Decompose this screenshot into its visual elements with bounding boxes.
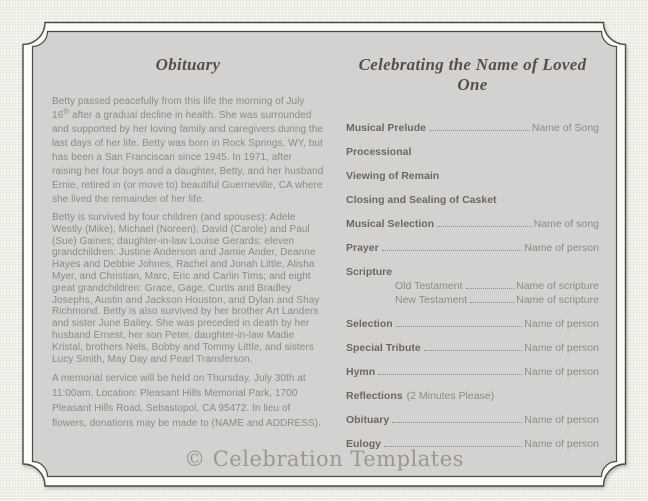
program-item-value: Name of Song [531,122,599,134]
program-item-row [346,342,599,355]
obituary-heading: Obituary [155,55,221,74]
program-item-label: New Testament [395,294,468,306]
program-item-label: Old Testament [395,280,463,292]
obituary-paragraph-1 [52,95,324,207]
program-subitem-row [346,280,599,293]
program-item-row [346,414,599,427]
program-item-label: Special Tribute [346,342,421,354]
dotted-leader [429,130,530,131]
program-item [346,170,599,183]
program-item-label: Viewing of Remain [346,170,440,182]
program-item [346,390,599,403]
dotted-leader [437,226,532,227]
program-item-label: Hymn [346,366,376,378]
obituary-column [52,55,324,432]
program-item-value: Name of person [524,366,599,378]
program-item-value: Name of person [524,242,599,254]
program-item-label: Processional [346,146,412,158]
program-item [346,318,599,331]
program-item-row [346,122,599,135]
program-item [346,194,599,207]
program-item-label: Eulogy [346,438,382,450]
program-item-label: Musical Prelude [346,122,426,134]
obituary-paragraph-1-continued: after a gradual decline in health. She was surrounded and supported by her loving family and caregivers during the last days of her life. Betty was born in Rock Springs, WY, but has been a San Franciscan since 1945. In 1971, after raising her four boys and a daughter, Betty, and her husband Ernie, retired in (or move to) beautiful Guerneville, CA where she lived the remainder of her life. [52,110,324,205]
program-item-label: Scripture [346,266,393,278]
program-item-row [346,146,599,159]
obituary-paragraph-3: A memorial service will be held on Thursday, July 30th at 11:00am. Location: Pleasant Hills Memorial Park, 1700 Pleasant Hills Road, Sebastopol, CA 95472. In lieu of flowers, donations may be made to (NAME and ADDRESS). [52,373,321,429]
obituary-paragraph-2: Betty is survived by four children (and spouses): Adele Westly (Mike), Michael (Noreen), David (Carole) and Paul (Sue) Gaines; daughter-in-law Louise Gerards; eleven grandchildren: Justine Anderson and Jamie Ander, Deanne Hayes and Debbie Johnes, Rachel and Jonah Little, Alisha Myer, and Christian, Marc, Eric and Carlin Tims; and eight great grandchildren: Grace, Gage, Curtis and Bradley Josephs, Austin and Jackson Houston, and Dylan and Shay Richmond. Betty is also survived by her brother Art Landers and sister June Bailey. She was preceded in death by her husband Ernest, her son Peter, daughter-in-law Madie Kristal, brothers Nels, Bobby and Tommy Little, and sisters Lucy Smith, May Day and Pearl Transferson. [52,212,320,365]
program-item-row [346,194,599,207]
program-item-value: Name of song [533,218,599,230]
program-item-row [346,266,599,279]
program-item-value: Name of person [524,414,599,426]
program-heading: Celebrating the Name of Loved One [358,55,587,94]
program-item [346,342,599,355]
program-item-label: Prayer [346,242,379,254]
program-item [346,266,599,307]
program-item-value: Name of person [524,342,599,354]
dotted-leader [396,326,523,327]
program-item-value: Name of scripture [516,294,599,306]
order-of-service-list [346,122,599,451]
program-item-value: Name of scripture [516,280,599,292]
program-item-row [346,318,599,331]
program-item-row [346,218,599,231]
program-item-value: Name of person [524,318,599,330]
program-item-suffix: (2 Minutes Please) [406,390,495,402]
program-item-label: Reflections [346,390,403,402]
dotted-leader [378,374,522,375]
program-subitem-row [346,294,599,307]
program-column [346,55,599,462]
program-item-row [346,170,599,183]
program-item [346,146,599,159]
dotted-leader [392,422,522,423]
program-item-label: Musical Selection [346,218,435,230]
dotted-leader [470,302,514,303]
watermark-text: © Celebration Templates [184,447,464,471]
program-item-label: Closing and Sealing of Casket [346,194,497,206]
ordinal-superscript: th [63,108,70,116]
program-item-label: Selection [346,318,393,330]
program-item-label: Obituary [346,414,390,426]
dotted-leader [466,288,515,289]
program-item [346,366,599,379]
dotted-leader [424,350,523,351]
program-item-row [346,242,599,255]
program-item-row [346,390,599,403]
program-item-value: Name of person [524,438,599,450]
obituary-paragraph-1-text: Betty passed peacefully from this life the morning of July 16 [52,96,305,121]
program-item-row [346,366,599,379]
program-item [346,242,599,255]
program-item [346,218,599,231]
program-item [346,122,599,135]
program-item [346,414,599,427]
dotted-leader [382,250,523,251]
